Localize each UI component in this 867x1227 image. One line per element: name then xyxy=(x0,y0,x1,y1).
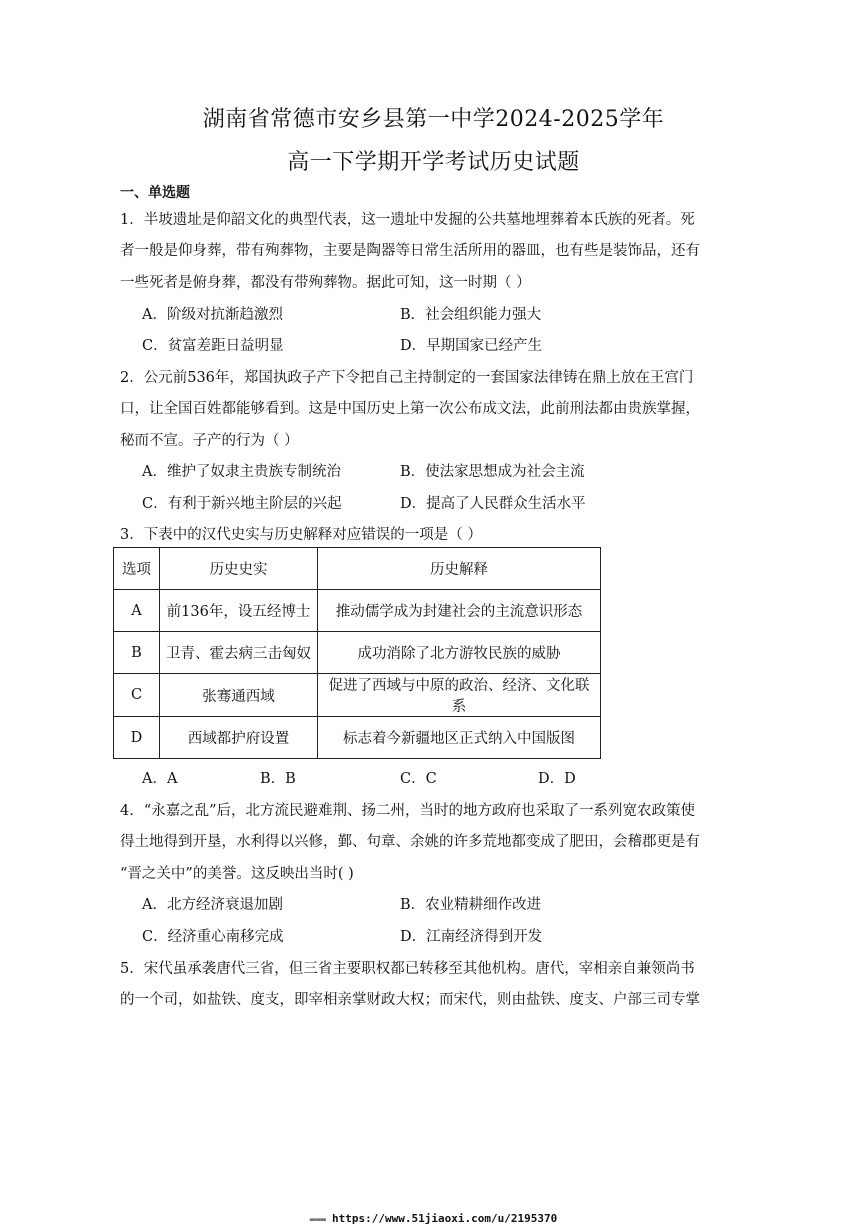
q1-line-2: 者一般是仰身葬，带有殉葬物，主要是陶器等日常生活所用的器皿，也有些是装饰品，还有 xyxy=(120,243,700,259)
q1-line-1: 1．半坡遗址是仰韶文化的典型代表，这一遗址中发掘的公共墓地埋葬着本氏族的死者。死 xyxy=(120,212,695,228)
q3-stem: 3．下表中的汉代史实与历史解释对应错误的一项是（ ） xyxy=(120,527,482,543)
q2-option-b: B．使法家思想成为社会主流 xyxy=(400,464,585,480)
table-cell: D xyxy=(114,717,160,759)
q4-line-2: 得土地得到开垦，水利得以兴修，鄞、句章、余姚的许多荒地都变成了肥田，会稽郡更是有 xyxy=(120,834,700,850)
table-cell: 前136年，设五经博士 xyxy=(160,590,318,632)
table-header-row xyxy=(114,548,601,590)
q2-line-2: 口，让全国百姓都能够看到。这是中国历史上第一次公布成文法，此前刑法都由贵族掌握， xyxy=(120,401,700,417)
q4-option-c: C．经济重心南移完成 xyxy=(142,929,284,945)
table-row xyxy=(114,590,601,632)
table-header-cell: 历史史实 xyxy=(160,548,318,590)
q5-line-1: 5．宋代虽承袭唐代三省，但三省主要职权都已转移至其他机构。唐代，宰相亲自兼领尚书 xyxy=(120,961,695,977)
section-heading: 一、单选题 xyxy=(120,185,190,201)
page-footer xyxy=(0,1212,867,1225)
q4-option-a: A．北方经济衰退加剧 xyxy=(142,897,283,913)
q4-line-3: “晋之关中”的美誉。这反映出当时( ) xyxy=(120,866,354,882)
exam-title-line1: 湖南省常德市安乡县第一中学2024-2025学年 xyxy=(202,107,665,132)
q2-line-1: 2．公元前536年，郑国执政子产下令把自己主持制定的一套国家法律铸在鼎上放在王宫门 xyxy=(120,370,694,386)
exam-title-line2: 高一下学期开学考试历史试题 xyxy=(287,150,580,175)
history-table xyxy=(113,547,601,759)
table-cell: 卫青、霍去病三击匈奴 xyxy=(160,632,318,674)
table-cell: B xyxy=(114,632,160,674)
table-cell: 促进了西域与中原的政治、经济、文化联系 xyxy=(318,674,601,717)
table-header-cell: 历史解释 xyxy=(318,548,601,590)
q4-line-1: 4．“永嘉之乱”后，北方流民避难荆、扬二州，当时的地方政府也采取了一系列宽农政策使 xyxy=(120,803,696,819)
q2-option-d: D．提高了人民群众生活水平 xyxy=(400,496,586,512)
q4-option-b: B．农业精耕细作改进 xyxy=(400,897,542,913)
table-cell: 推动儒学成为封建社会的主流意识形态 xyxy=(318,590,601,632)
table-cell: 张骞通西域 xyxy=(160,674,318,717)
q1-line-3: 一些死者是俯身葬，都没有带殉葬物。据此可知，这一时期（ ） xyxy=(120,275,531,291)
q2-option-a: A．维护了奴隶主贵族专制统治 xyxy=(142,464,341,480)
q2-option-c: C．有利于新兴地主阶层的兴起 xyxy=(142,496,342,512)
q1-option-d: D．早期国家已经产生 xyxy=(400,338,543,354)
q3-option-b: B．B xyxy=(260,771,296,787)
q1-option-b: B．社会组织能力强大 xyxy=(400,307,542,323)
footer-url[interactable]: https://www.51jiaoxi.com/u/2195370 xyxy=(332,1212,558,1225)
q2-line-3: 秘而不宣。子产的行为（ ） xyxy=(120,433,299,449)
q3-option-a: A．A xyxy=(142,771,178,787)
table-cell: A xyxy=(114,590,160,632)
table-row xyxy=(114,717,601,759)
q5-line-2: 的一个司，如盐铁、度支，即宰相亲掌财政大权；而宋代，则由盐铁、度支、户部三司专掌 xyxy=(120,992,700,1008)
table-cell: 西域都护府设置 xyxy=(160,717,318,759)
table-row xyxy=(114,674,601,717)
q1-option-a: A．阶级对抗渐趋激烈 xyxy=(142,307,283,323)
table-cell: C xyxy=(114,674,160,717)
table-cell: 标志着今新疆地区正式纳入中国版图 xyxy=(318,717,601,759)
watermark-logo-icon: ▬▬▬ xyxy=(309,1215,327,1225)
table-cell: 成功消除了北方游牧民族的威胁 xyxy=(318,632,601,674)
q3-option-c: C．C xyxy=(400,771,437,787)
table-header-cell: 选项 xyxy=(114,548,160,590)
q4-option-d: D．江南经济得到开发 xyxy=(400,929,543,945)
q1-option-c: C．贫富差距日益明显 xyxy=(142,338,284,354)
table-row xyxy=(114,632,601,674)
q3-option-d: D．D xyxy=(538,771,576,787)
